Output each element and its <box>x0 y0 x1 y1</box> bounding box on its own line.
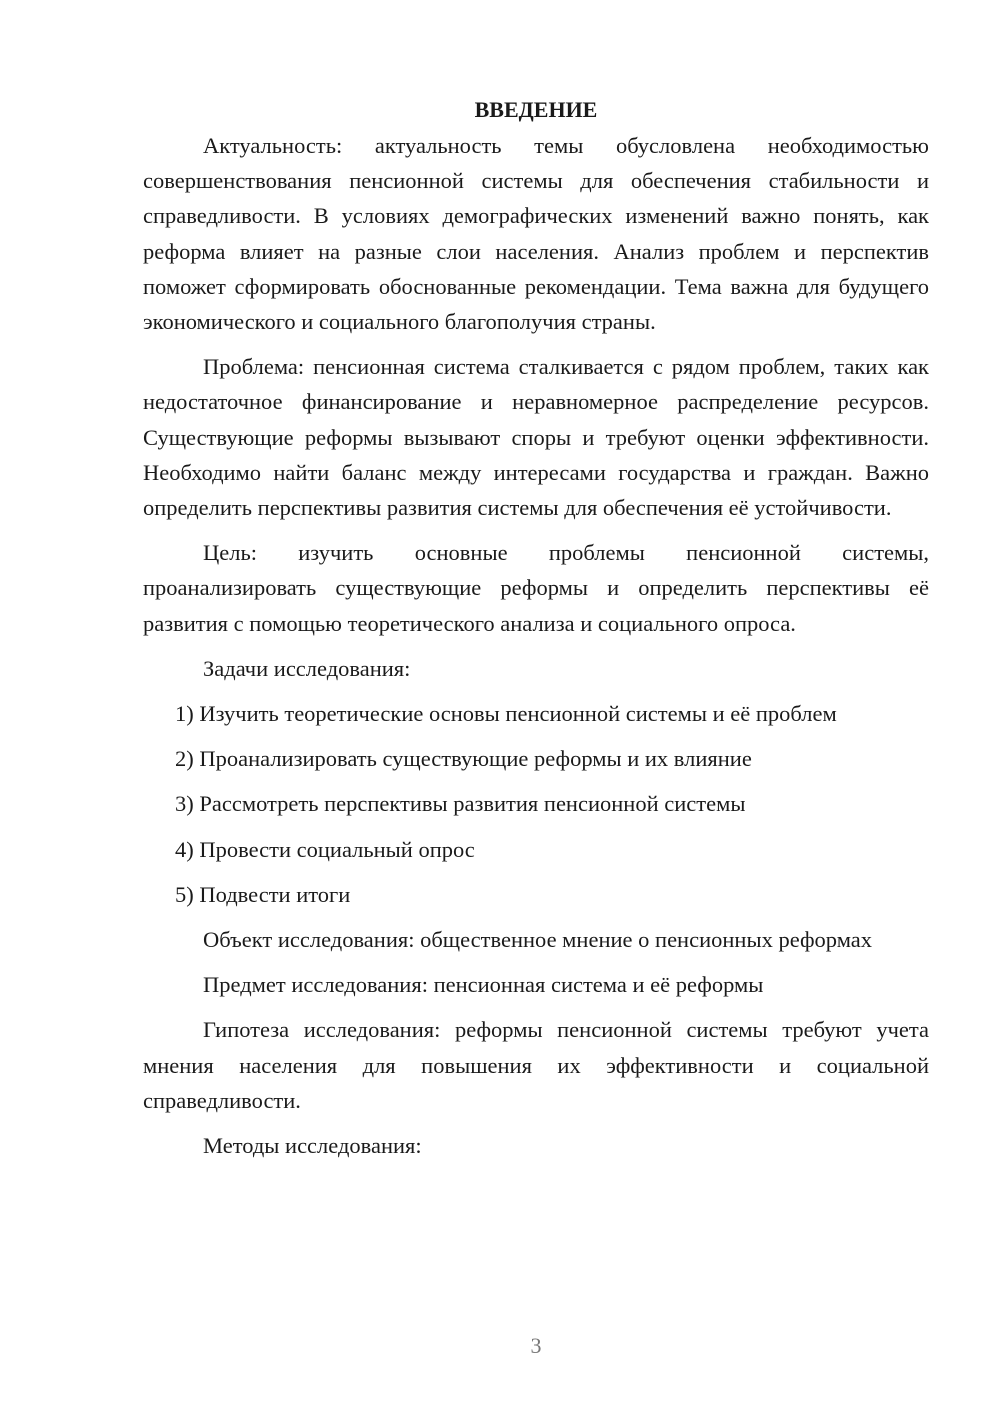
list-item: 1) Изучить теоретические основы пенсионной системы и её проблем <box>175 701 837 727</box>
page-number: 3 <box>530 1333 542 1358</box>
paragraph-subject: Предмет исследования: пенсионная система и её реформы <box>203 972 764 998</box>
paragraph-tasks-intro: Задачи исследования: <box>203 655 411 681</box>
paragraph-problem: Проблема: пенсионная система сталкивается с рядом проблем, таких как недостаточное финансирование и неравномерное распределение ресурсов. Существующие реформы вызывают споры и требуют оценки эффективности. Необходимо найти баланс между интересами государства и граждан. Важно определить перспективы развития системы для обеспечения её устойчивости. <box>143 354 929 521</box>
document-page <box>143 94 929 1173</box>
list-item: 3) Рассмотреть перспективы развития пенсионной системы <box>175 791 746 817</box>
tasks-list <box>143 696 929 912</box>
paragraph-object: Объект исследования: общественное мнение о пенсионных реформах <box>203 927 873 953</box>
paragraph-goal: Цель: изучить основные проблемы пенсионной системы, проанализировать существующие реформы и определить перспективы её развития с помощью теоретического анализа и социального опроса. <box>143 540 929 636</box>
paragraph-relevance: Актуальность: актуальность темы обусловлена необходимостью совершенствования пенсионной системы для обеспечения стабильности и справедливости. В условиях демографических изменений важно понять, как реформа влияет на разные слои населения. Анализ проблем и перспектив поможет сформировать обоснованные рекомендации. Тема важна для будущего экономического и социального благополучия страны. <box>143 133 929 335</box>
list-item: 4) Провести социальный опрос <box>175 836 475 862</box>
list-item: 2) Проанализировать существующие реформы и их влияние <box>175 746 752 772</box>
paragraph-methods: Методы исследования: <box>203 1133 422 1159</box>
paragraph-hypothesis: Гипотеза исследования: реформы пенсионной системы требуют учета мнения населения для повышения их эффективности и социальной справедливости. <box>143 1017 929 1113</box>
section-heading: ВВЕДЕНИЕ <box>474 97 598 122</box>
list-item: 5) Подвести итоги <box>175 881 351 907</box>
